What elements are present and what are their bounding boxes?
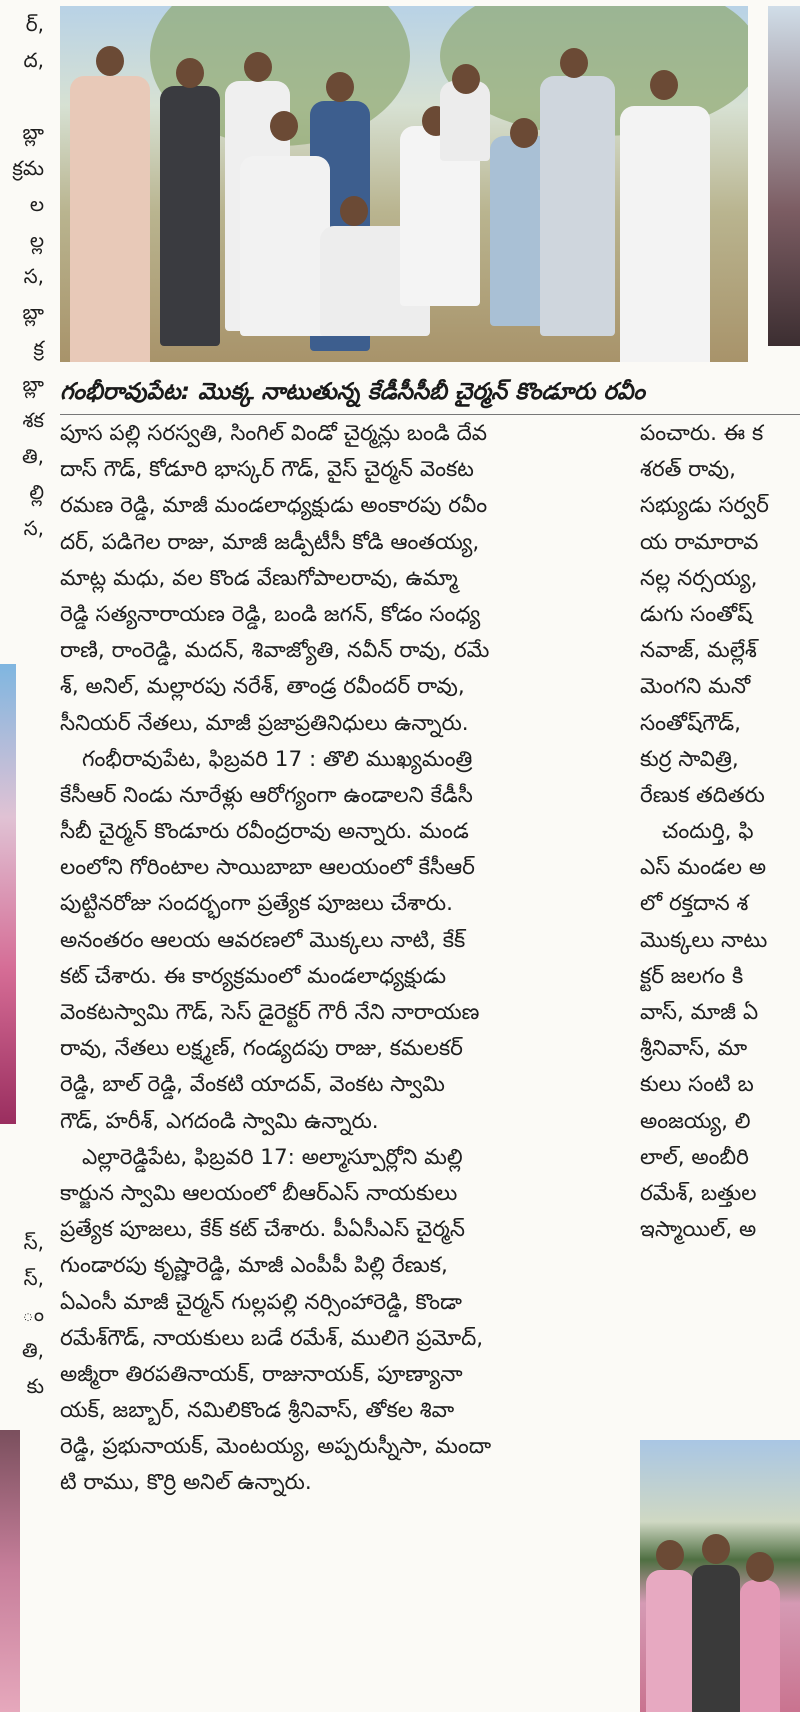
- article-line: రావు, నేతలు లక్ష్మణ్, గండ్యదపు రాజు, కమలకర్: [60, 1036, 463, 1062]
- article-line: రెడ్డి సత్యనారాయణ రెడ్డి, బండి జగన్, కోడం సంధ్య: [60, 601, 481, 627]
- left-fragment-line: ర్,: [25, 12, 44, 36]
- article-line: వెంకటస్వామి గౌడ్, సెస్ డైరెక్టర్ గౌరీ నేని నారాయణ: [60, 1000, 480, 1025]
- left-fragment-line: క్ర: [33, 336, 44, 360]
- right-column-line: క్టర్ జలగం కి: [640, 963, 744, 989]
- article-line: సీనియర్ నేతలు, మాజీ ప్రజాప్రతినిధులు ఉన్నారు.: [60, 710, 469, 736]
- article-body: [60, 416, 616, 1502]
- left-fragment-line: కు: [26, 1374, 44, 1398]
- right-column-line: రమేశ్, బత్తుల: [640, 1180, 757, 1206]
- article-line: ప్రత్యేక పూజలు, కేక్ కట్ చేశారు. పీఏసీఎస్ చైర్మన్: [60, 1217, 465, 1243]
- article-line: అనంతరం ఆలయ ఆవరణలో మొక్కలు నాటి, కేక్: [60, 927, 466, 953]
- right-column-line: నల్ల నర్సయ్య,: [640, 565, 758, 591]
- left-fragment-line: తి,: [22, 1338, 44, 1362]
- right-column-line: కులు సంటి బ: [640, 1072, 754, 1098]
- right-column-line: శరత్ రావు,: [640, 457, 736, 483]
- right-column-line: సంతోష్‌గౌడ్,: [640, 710, 741, 736]
- left-fragment-line: ం: [22, 1302, 44, 1326]
- right-column-line: మెంగని మనో: [640, 674, 751, 700]
- right-column-line: శ్రీనివాస్, మా: [640, 1036, 748, 1062]
- right-column-line: డుగు సంతోష్: [640, 601, 753, 627]
- article-line: గంభీరావుపేట, ఫిబ్రవరి 17 : తొలి ముఖ్యమంత్రి: [82, 746, 473, 772]
- left-fragment-line: స,: [23, 516, 44, 540]
- right-column-line: లాల్, అంబీరి: [640, 1144, 749, 1170]
- right-column-line: లో రక్తదాన శ: [640, 891, 749, 917]
- left-fragment-line: స్,: [23, 1266, 44, 1290]
- article-line: రమణ రెడ్డి, మాజీ మండలాధ్యక్షుడు అంకారపు రవీం: [60, 493, 488, 519]
- article-line: కట్ చేశారు. ఈ కార్యక్రమంలో మండలాధ్యక్షుడు: [60, 963, 447, 989]
- article-line: శ్, అనిల్, మల్లారపు నరేశ్, తాండ్ర రవీందర్ రావు,: [60, 674, 465, 700]
- article-line: రెడ్డి, బాల్ రెడ్డి, వేంకటి యాదవ్, వెంకట స్వామి: [60, 1072, 445, 1098]
- left-fragment-line: బ్లా: [22, 120, 44, 144]
- right-column-line: ఇస్మాయిల్, అ: [640, 1217, 757, 1243]
- main-news-photo: [60, 6, 748, 362]
- article-line: దర్, పడిగెల రాజు, మాజీ జడ్పీటీసీ కోడి ఆంతయ్య,: [60, 529, 480, 555]
- photo-caption: గంభీరావుపేట: మొక్క నాటుతున్న కేడీసీసీబీ చైర్మన్ కొండూరు రవీం: [60, 379, 645, 405]
- article-line: రెడ్డి, ప్రభునాయక్, మెంటయ్య, అప్పరుస్నీసా, మందా: [60, 1434, 492, 1460]
- left-fragment-line: క్రమ: [12, 156, 44, 180]
- left-photo-edge: [0, 664, 16, 1124]
- caption-divider: [60, 414, 800, 415]
- right-column-line: నవాజ్, మల్లేశ్: [640, 638, 757, 664]
- left-fragment-line: తి,: [22, 444, 44, 468]
- article-line: ఏఎంసీ మాజీ చైర్మన్ గుల్లపల్లి నర్సింహారెడ్డి, కొండా: [60, 1289, 462, 1315]
- left-photo-edge-lower: [0, 1430, 20, 1712]
- article-line: లంలోని గోరింటాల సాయిబాబా ఆలయంలో కేసీఆర్: [60, 855, 475, 881]
- article-line: గౌడ్, హరీశ్, ఎగదండి స్వామి ఉన్నారు.: [60, 1108, 379, 1134]
- left-column-top: [0, 6, 48, 546]
- right-column: [640, 416, 800, 1248]
- left-fragment-line: ల: [29, 192, 44, 216]
- article-line: రమేశ్‌గౌడ్, నాయకులు బడే రమేశ్, ములిగె ప్రమోద్,: [60, 1325, 484, 1351]
- left-fragment-line: ల్ల: [29, 228, 44, 252]
- article-line: పూస పల్లి సరస్వతి, సింగిల్ విండో చైర్మన్లు బండి దేవ: [60, 421, 488, 446]
- left-fragment-line: బ్లా: [22, 300, 44, 324]
- right-column-line: కుర్ర సావిత్రి,: [640, 746, 739, 772]
- left-fragment-line: [0, 78, 48, 114]
- right-column-line: వాస్, మాజీ ఏ: [640, 1000, 759, 1025]
- article-line: అజ్మీరా తిరపతినాయక్, రాజునాయక్, పూణ్యానా: [60, 1361, 463, 1387]
- right-column-line: ఎస్ మండల అ: [640, 855, 767, 881]
- left-fragment-line: ద,: [23, 48, 44, 72]
- article-line: కార్జున స్వామి ఆలయంలో బీఆర్ఎస్ నాయకులు: [60, 1180, 458, 1206]
- left-fragment-line: శక: [22, 408, 44, 432]
- secondary-news-photo: [640, 1440, 800, 1712]
- right-column-line: య రామారావ: [640, 529, 759, 555]
- article-line: గుండారపు కృష్ణారెడ్డి, మాజీ ఎంపీపీ పిల్లి రేణుక,: [60, 1253, 448, 1279]
- left-fragment-line: స,: [23, 264, 44, 288]
- right-column-line: చందుర్తి, ఫి: [662, 819, 754, 845]
- right-column-line: రేణుక తదితరు: [640, 782, 765, 808]
- left-fragment-line: స్,: [23, 1230, 44, 1254]
- right-column-line: పంచారు. ఈ క: [640, 421, 764, 446]
- article-line: సీబీ చైర్మన్ కొండూరు రవీంద్రరావు అన్నారు. మండ: [60, 819, 469, 845]
- right-column-line: సభ్యుడు సర్వర్: [640, 493, 769, 519]
- article-line: దాస్ గౌడ్, కోడూరి భాస్కర్ గౌడ్, వైస్ చైర్మన్ వెంకట: [60, 457, 474, 483]
- left-column-bottom: [0, 1224, 48, 1404]
- right-column-line: అంజయ్య, లి: [640, 1108, 751, 1134]
- article-line: మాట్ల మధు, వల కొండ వేణుగోపాలరావు, ఉమ్మా: [60, 565, 458, 591]
- adjacent-photo-edge: [768, 6, 800, 346]
- article-line: టి రాము, కొర్రి అనిల్ ఉన్నారు.: [60, 1470, 312, 1496]
- article-line: ఎల్లారెడ్డిపేట, ఫిబ్రవరి 17: అల్మాస్పూర్లోని మల్లి: [82, 1144, 463, 1170]
- article-line: రాణి, రాంరెడ్డి, మదన్, శివాజ్యోతి, నవీన్ రావు, రమే: [60, 638, 490, 664]
- article-line: పుట్టినరోజు సందర్భంగా ప్రత్యేక పూజలు చేశారు.: [60, 891, 453, 917]
- left-fragment-line: బ్లా: [22, 372, 44, 396]
- article-line: యక్, జబ్బార్, నమిలికొండ శ్రీనివాస్, తోకల శివా: [60, 1398, 455, 1424]
- article-line: కేసీఆర్ నిండు నూరేళ్లు ఆరోగ్యంగా ఉండాలని కేడీసీ: [60, 782, 473, 808]
- right-column-line: మొక్కలు నాటు: [640, 927, 768, 953]
- left-fragment-line: ల్లి: [29, 480, 44, 504]
